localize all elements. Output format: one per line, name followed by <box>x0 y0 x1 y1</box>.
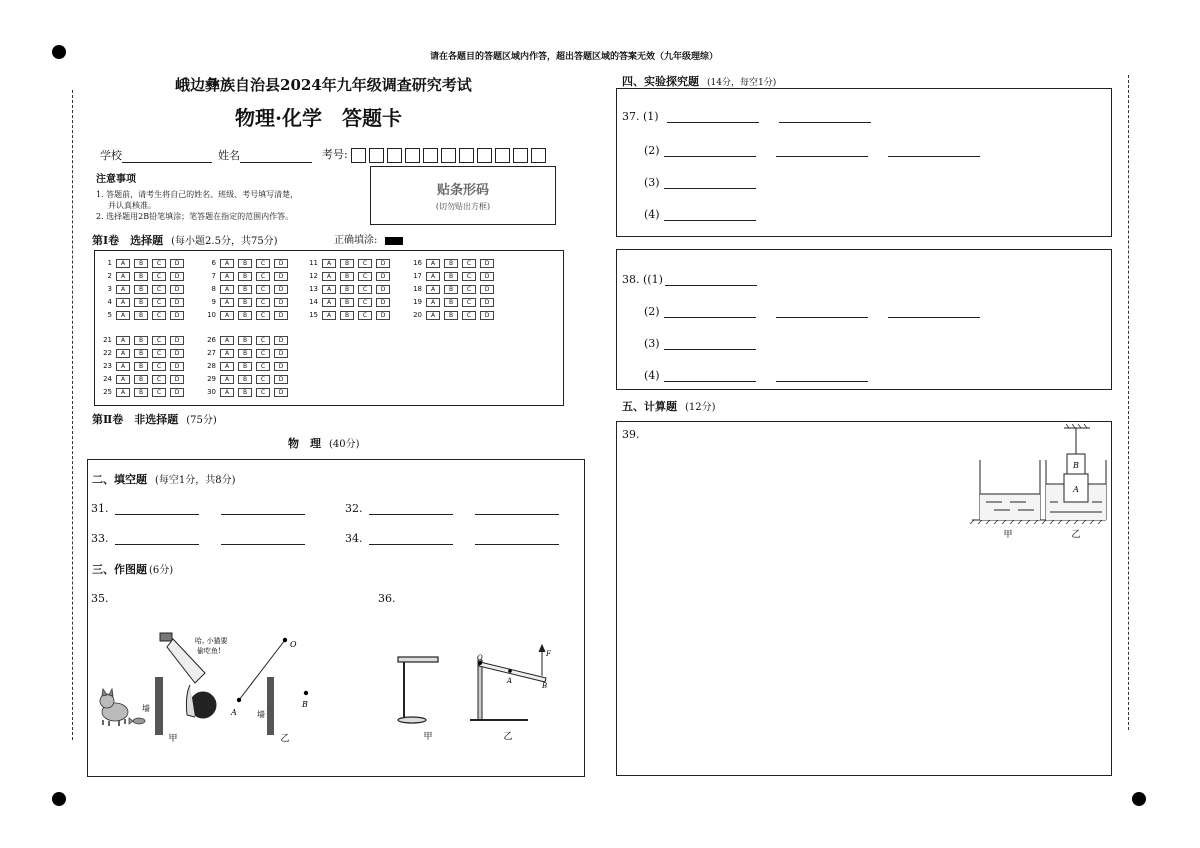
fish-icon <box>129 718 145 724</box>
choice-row-15[interactable] <box>302 310 390 320</box>
option-bubble-d[interactable]: D <box>274 336 288 345</box>
option-bubble-d[interactable]: D <box>170 336 184 345</box>
choice-row-1[interactable] <box>96 258 184 268</box>
label-b36: B <box>542 682 548 690</box>
school-label: 学校 <box>100 149 122 162</box>
notes-item-1b: 并认真核准。 <box>108 201 156 210</box>
option-bubble-c[interactable]: C <box>152 375 166 384</box>
calc-title: 五、计算题 (12分) <box>622 400 716 413</box>
notes-item-2: 2. 选择题用2B铅笔填涂；笔答题在指定的范围内作答。 <box>96 212 294 221</box>
option-bubble-d[interactable]: D <box>376 259 390 268</box>
option-bubble-b[interactable]: B <box>238 298 252 307</box>
beaker-jia <box>980 460 1040 520</box>
option-bubble-d[interactable]: D <box>376 298 390 307</box>
desk-lamp-icon <box>398 657 438 723</box>
option-bubble-d[interactable]: D <box>170 388 184 397</box>
experiment-title: 四、实验探究题 (14分，每空1分) <box>622 75 777 88</box>
choice-number: 13 <box>309 285 318 293</box>
choice-row-4[interactable] <box>96 297 184 307</box>
option-bubble-d[interactable]: D <box>274 272 288 281</box>
q32[interactable]: 32. <box>345 502 559 515</box>
option-bubble-d[interactable]: D <box>274 362 288 371</box>
option-bubble-a[interactable]: A <box>220 375 234 384</box>
option-bubble-a[interactable]: A <box>116 375 130 384</box>
option-bubble-d[interactable]: D <box>480 272 494 281</box>
figure-36[interactable] <box>390 640 570 750</box>
filled-mark <box>385 237 403 245</box>
choice-row-29[interactable] <box>200 374 288 384</box>
registration-mark-bottom-left <box>52 792 66 806</box>
choice-row-17[interactable] <box>406 271 494 281</box>
option-bubble-b[interactable]: B <box>238 362 252 371</box>
option-bubble-d[interactable]: D <box>274 388 288 397</box>
option-bubble-d[interactable]: D <box>274 311 288 320</box>
option-bubble-c[interactable]: C <box>152 259 166 268</box>
choice-number: 5 <box>107 311 112 319</box>
label-o: O <box>290 640 297 649</box>
label-a39: A <box>1073 485 1079 494</box>
left-cut-line <box>72 90 73 740</box>
choice-row-8[interactable] <box>200 284 288 294</box>
wall-label-2: 墙 <box>257 710 265 719</box>
option-bubble-c[interactable]: C <box>256 388 270 397</box>
choice-number: 2 <box>107 272 112 280</box>
notes-heading: 注意事项 <box>96 174 136 185</box>
option-bubble-a[interactable]: A <box>220 349 234 358</box>
wall-label-1: 墙 <box>142 704 150 713</box>
option-bubble-a[interactable]: A <box>426 298 440 307</box>
option-bubble-b[interactable]: B <box>340 285 354 294</box>
label-a: A <box>231 708 237 717</box>
option-bubble-c[interactable]: C <box>462 298 476 307</box>
choice-row-6[interactable] <box>200 258 288 268</box>
choice-number: 30 <box>207 388 216 396</box>
fig35-yi: 乙 <box>280 734 290 744</box>
q38-2[interactable]: (2) <box>644 305 980 318</box>
option-bubble-a[interactable]: A <box>426 259 440 268</box>
choice-row-12[interactable] <box>302 271 390 281</box>
option-bubble-d[interactable]: D <box>480 285 494 294</box>
option-bubble-c[interactable]: C <box>358 298 372 307</box>
choice-number: 26 <box>207 336 216 344</box>
fig39-yi: 乙 <box>1071 530 1081 540</box>
choice-number: 29 <box>207 375 216 383</box>
option-bubble-b[interactable]: B <box>134 375 148 384</box>
choice-row-27[interactable] <box>200 348 288 358</box>
q31[interactable]: 31. <box>91 502 305 515</box>
figure-39 <box>968 422 1108 542</box>
q33[interactable]: 33. <box>91 532 305 545</box>
label-b39: B <box>1073 461 1079 470</box>
option-bubble-d[interactable]: D <box>170 375 184 384</box>
option-bubble-a[interactable]: A <box>116 311 130 320</box>
choice-number: 1 <box>107 259 112 267</box>
choice-row-19[interactable] <box>406 297 494 307</box>
option-bubble-c[interactable]: C <box>256 349 270 358</box>
option-bubble-c[interactable]: C <box>152 336 166 345</box>
figure-35[interactable] <box>95 625 325 750</box>
option-bubble-c[interactable]: C <box>462 272 476 281</box>
fig36-jia: 甲 <box>423 732 433 742</box>
choice-number: 11 <box>309 259 318 267</box>
fig39-jia: 甲 <box>1003 530 1013 540</box>
option-bubble-a[interactable]: A <box>322 272 336 281</box>
choice-number: 10 <box>207 311 216 319</box>
fig36-yi: 乙 <box>503 732 513 742</box>
option-bubble-c[interactable]: C <box>256 259 270 268</box>
option-bubble-c[interactable]: C <box>256 336 270 345</box>
option-bubble-d[interactable]: D <box>170 298 184 307</box>
choice-row-13[interactable] <box>302 284 390 294</box>
q37-3[interactable]: (3) <box>644 176 756 189</box>
option-bubble-c[interactable]: C <box>152 362 166 371</box>
q37-4[interactable]: (4) <box>644 208 756 221</box>
option-bubble-a[interactable]: A <box>116 362 130 371</box>
q38-1[interactable]: 38. ((1) <box>622 273 757 286</box>
choice-number: 18 <box>413 285 422 293</box>
option-bubble-d[interactable]: D <box>274 298 288 307</box>
option-bubble-d[interactable]: D <box>274 349 288 358</box>
header-note: 请在各题目的答题区域内作答，超出答题区域的答案无效（九年级理综） <box>430 52 719 62</box>
physics-title: 物 理 (40分) <box>288 437 360 450</box>
option-bubble-b[interactable]: B <box>134 311 148 320</box>
card-title: 物理·化学 答题卡 <box>235 106 402 130</box>
choice-row-7[interactable] <box>200 271 288 281</box>
option-bubble-b[interactable]: B <box>340 259 354 268</box>
option-bubble-b[interactable]: B <box>444 259 458 268</box>
q38-4[interactable]: (4) <box>644 369 868 382</box>
section2-title: 第Ⅱ卷 非选择题 (75分) <box>92 413 217 426</box>
choice-number: 23 <box>103 362 112 370</box>
q34[interactable]: 34. <box>345 532 559 545</box>
option-bubble-c[interactable]: C <box>256 298 270 307</box>
notes-item-1: 1. 答题前，请考生将自己的姓名、班级、考号填写清楚， <box>96 190 299 199</box>
option-bubble-b[interactable]: B <box>134 362 148 371</box>
notes <box>96 170 366 222</box>
q39-label: 39. <box>622 428 640 441</box>
option-bubble-a[interactable]: A <box>220 311 234 320</box>
section1-title: 第Ⅰ卷 选择题 (每小题2.5分，共75分) <box>92 234 278 247</box>
option-bubble-a[interactable]: A <box>426 272 440 281</box>
option-bubble-b[interactable]: B <box>134 349 148 358</box>
choice-row-20[interactable] <box>406 310 494 320</box>
choice-number: 15 <box>309 311 318 319</box>
option-bubble-c[interactable]: C <box>256 285 270 294</box>
option-bubble-c[interactable]: C <box>256 272 270 281</box>
choice-row-16[interactable] <box>406 258 494 268</box>
barcode-area <box>370 166 556 225</box>
option-bubble-c[interactable]: C <box>152 272 166 281</box>
choice-number: 9 <box>211 298 216 306</box>
choice-number: 14 <box>309 298 318 306</box>
option-bubble-a[interactable]: A <box>116 259 130 268</box>
exam-number-field[interactable] <box>322 146 549 163</box>
option-bubble-c[interactable]: C <box>358 272 372 281</box>
option-bubble-d[interactable]: D <box>274 375 288 384</box>
option-bubble-b[interactable]: B <box>134 336 148 345</box>
option-bubble-b[interactable]: B <box>238 259 252 268</box>
label-a36: A <box>507 677 513 685</box>
option-bubble-a[interactable]: A <box>322 259 336 268</box>
q37-1[interactable]: 37. (1) <box>622 110 871 123</box>
choice-number: 4 <box>107 298 112 306</box>
option-bubble-a[interactable]: A <box>116 349 130 358</box>
option-bubble-d[interactable]: D <box>480 259 494 268</box>
option-bubble-a[interactable]: A <box>116 285 130 294</box>
exam-title: 峨边彝族自治县2024年九年级调查研究考试 <box>175 76 472 94</box>
option-bubble-b[interactable]: B <box>340 272 354 281</box>
option-bubble-b[interactable]: B <box>444 298 458 307</box>
right-cut-line <box>1128 75 1129 730</box>
option-bubble-a[interactable]: A <box>116 388 130 397</box>
label-o36: O <box>477 654 483 662</box>
option-bubble-b[interactable]: B <box>238 336 252 345</box>
option-bubble-a[interactable]: A <box>322 285 336 294</box>
ray-ao <box>239 640 285 700</box>
option-bubble-b[interactable]: B <box>444 311 458 320</box>
option-bubble-b[interactable]: B <box>134 285 148 294</box>
choice-number: 8 <box>211 285 216 293</box>
option-bubble-c[interactable]: C <box>256 375 270 384</box>
option-bubble-a[interactable]: A <box>116 272 130 281</box>
option-bubble-b[interactable]: B <box>238 272 252 281</box>
option-bubble-d[interactable]: D <box>376 311 390 320</box>
choice-number: 3 <box>107 285 112 293</box>
choice-row-11[interactable] <box>302 258 390 268</box>
choice-number: 28 <box>207 362 216 370</box>
option-bubble-b[interactable]: B <box>340 311 354 320</box>
option-bubble-b[interactable]: B <box>134 298 148 307</box>
choice-number: 21 <box>103 336 112 344</box>
option-bubble-c[interactable]: C <box>358 285 372 294</box>
option-bubble-a[interactable]: A <box>220 336 234 345</box>
barcode-sub: (切勿贴出方框) <box>435 202 491 211</box>
option-bubble-a[interactable]: A <box>220 388 234 397</box>
option-bubble-a[interactable]: A <box>322 311 336 320</box>
option-bubble-d[interactable]: D <box>480 311 494 320</box>
choice-row-2[interactable] <box>96 271 184 281</box>
choice-row-18[interactable] <box>406 284 494 294</box>
option-bubble-a[interactable]: A <box>220 362 234 371</box>
option-bubble-b[interactable]: B <box>134 388 148 397</box>
option-bubble-b[interactable]: B <box>238 311 252 320</box>
option-bubble-a[interactable]: A <box>220 272 234 281</box>
option-bubble-c[interactable]: C <box>152 298 166 307</box>
option-bubble-d[interactable]: D <box>376 272 390 281</box>
cat-icon <box>100 689 128 726</box>
option-bubble-c[interactable]: C <box>358 311 372 320</box>
school-field[interactable] <box>100 147 212 163</box>
choice-number: 12 <box>309 272 318 280</box>
choice-row-21[interactable] <box>96 335 184 345</box>
choice-number: 22 <box>103 349 112 357</box>
option-bubble-a[interactable]: A <box>116 298 130 307</box>
q35-label: 35. <box>91 592 109 605</box>
choice-row-9[interactable] <box>200 297 288 307</box>
point-o <box>283 638 287 642</box>
option-bubble-c[interactable]: C <box>256 311 270 320</box>
option-bubble-c[interactable]: C <box>358 259 372 268</box>
registration-mark-bottom-right <box>1132 792 1146 806</box>
option-bubble-c[interactable]: C <box>152 285 166 294</box>
choice-number: 7 <box>211 272 216 280</box>
choice-row-23[interactable] <box>96 361 184 371</box>
choice-row-5[interactable] <box>96 310 184 320</box>
speech-bubble: 哈, 小猫要 <box>195 637 228 645</box>
choice-row-10[interactable] <box>200 310 288 320</box>
choice-number: 20 <box>413 311 422 319</box>
option-bubble-d[interactable]: D <box>170 259 184 268</box>
option-bubble-d[interactable]: D <box>376 285 390 294</box>
option-bubble-d[interactable]: D <box>170 285 184 294</box>
choice-row-22[interactable] <box>96 348 184 358</box>
option-bubble-c[interactable]: C <box>462 259 476 268</box>
option-bubble-a[interactable]: A <box>322 298 336 307</box>
option-bubble-c[interactable]: C <box>152 311 166 320</box>
option-bubble-c[interactable]: C <box>462 311 476 320</box>
choice-number: 6 <box>211 259 216 267</box>
q37-2[interactable]: (2) <box>644 144 980 157</box>
choice-row-24[interactable] <box>96 374 184 384</box>
option-bubble-c[interactable]: C <box>462 285 476 294</box>
choice-number: 17 <box>413 272 422 280</box>
choice-row-3[interactable] <box>96 284 184 294</box>
label-f36: F <box>546 650 551 658</box>
option-bubble-a[interactable]: A <box>220 259 234 268</box>
option-bubble-b[interactable]: B <box>238 285 252 294</box>
q36-label: 36. <box>378 592 396 605</box>
option-bubble-d[interactable]: D <box>170 311 184 320</box>
option-bubble-a[interactable]: A <box>426 285 440 294</box>
choice-row-25[interactable] <box>96 387 184 397</box>
point-b <box>304 691 308 695</box>
option-bubble-d[interactable]: D <box>170 349 184 358</box>
option-bubble-b[interactable]: B <box>238 375 252 384</box>
option-bubble-b[interactable]: B <box>340 298 354 307</box>
fig35-jia: 甲 <box>168 734 178 744</box>
option-bubble-d[interactable]: D <box>480 298 494 307</box>
option-bubble-a[interactable]: A <box>220 298 234 307</box>
wall-a <box>155 677 163 735</box>
speech-bubble-2: 偷吃鱼! <box>197 647 221 655</box>
drawing-title: 三、作图题 (6分) <box>92 563 174 576</box>
option-bubble-c[interactable]: C <box>152 388 166 397</box>
q38-3[interactable]: (3) <box>644 337 756 350</box>
registration-mark-top-left <box>52 45 66 59</box>
name-field[interactable] <box>218 147 312 163</box>
option-bubble-c[interactable]: C <box>256 362 270 371</box>
option-bubble-b[interactable]: B <box>134 272 148 281</box>
exam-number-label: 考号: <box>322 148 348 161</box>
wall-b <box>267 677 274 735</box>
option-bubble-d[interactable]: D <box>274 285 288 294</box>
person-icon <box>160 633 216 718</box>
choice-row-30[interactable] <box>200 387 288 397</box>
choice-row-26[interactable] <box>200 335 288 345</box>
choice-number: 24 <box>103 375 112 383</box>
choice-row-28[interactable] <box>200 361 288 371</box>
option-bubble-b[interactable]: B <box>444 285 458 294</box>
name-label: 姓名 <box>218 149 240 162</box>
option-bubble-d[interactable]: D <box>170 362 184 371</box>
choice-number: 27 <box>207 349 216 357</box>
option-bubble-b[interactable]: B <box>134 259 148 268</box>
choice-number: 19 <box>413 298 422 306</box>
option-bubble-c[interactable]: C <box>152 349 166 358</box>
option-bubble-b[interactable]: B <box>238 349 252 358</box>
option-bubble-a[interactable]: A <box>426 311 440 320</box>
option-bubble-b[interactable]: B <box>444 272 458 281</box>
option-bubble-d[interactable]: D <box>170 272 184 281</box>
choice-row-14[interactable] <box>302 297 390 307</box>
correct-fill-label: 正确填涂: <box>334 235 378 246</box>
point-a36 <box>508 669 512 673</box>
option-bubble-d[interactable]: D <box>274 259 288 268</box>
label-b: B <box>302 700 308 709</box>
option-bubble-b[interactable]: B <box>238 388 252 397</box>
option-bubble-a[interactable]: A <box>116 336 130 345</box>
fill-blank-title: 二、填空题 (每空1分，共8分) <box>92 473 236 486</box>
choice-number: 16 <box>413 259 422 267</box>
option-bubble-a[interactable]: A <box>220 285 234 294</box>
choice-number: 25 <box>103 388 112 396</box>
correct-fill-example <box>334 231 403 246</box>
barcode-title: 贴条形码 <box>436 183 489 198</box>
point-a <box>237 698 241 702</box>
